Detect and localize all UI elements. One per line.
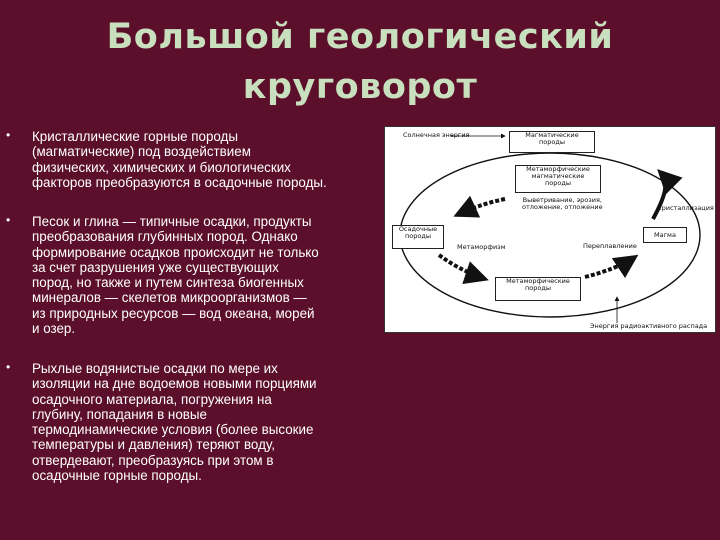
bullet-marker: • — [6, 128, 11, 142]
metamorphism-arrow — [439, 255, 485, 279]
bullet-text-3: Рыхлые водянистые осадки по мере их изоляции на дне водоемов новыми порциями осадочного материала, погружения на глубину, попадания в новые термодинамические условия (более высокие температуры и давления) теряют воду, отвердевают, преобразуясь при этом в осадочные горные породы. — [32, 361, 317, 484]
radioactive-energy-label: Энергия радиоактивного распада — [590, 322, 708, 330]
title-line-2: круговорот — [242, 67, 478, 107]
bullet-marker: • — [6, 360, 11, 374]
rock-cycle-diagram — [384, 126, 716, 333]
solar-energy-label: Солнечная энергия — [403, 131, 470, 139]
metamorphic-rocks-box: Метаморфические породы — [495, 277, 581, 301]
remelting-arrow — [585, 257, 635, 277]
remelting-label: Переплавление — [583, 242, 637, 250]
slide-title — [60, 12, 660, 112]
bullet-marker: • — [6, 213, 11, 227]
metamorphism-label: Метаморфизм — [457, 243, 506, 251]
bullet-text-2: Песок и глина — типичные осадки, продукты преобразования глубинных пород. Однако формирование осадков происходит не только за счет разрушения уже существующих пород, но также и путем синтеза биогенных минералов — скелетов микроорганизмов — из природных ресурсов — вод океана, морей и озер. — [32, 214, 319, 337]
title-line-1: Большой геологический — [106, 17, 614, 57]
crystallization-label: Кристаллизация — [657, 204, 714, 212]
magmatic-rocks-box: Магматические породы — [509, 131, 595, 153]
bullet-text-1: Кристаллические горные породы (магматические) под воздействием физических, химических и биологических факторов преобразуются в осадочные породы. — [32, 129, 327, 190]
metamorphic-magmatic-box: Метаморфические магматические породы — [515, 165, 601, 193]
weathering-label: Выветривание, эрозия, отложение, отложение — [522, 196, 603, 211]
sedimentation-arrow — [457, 199, 505, 215]
sedimentary-rocks-box: Осадочные породы — [392, 225, 444, 249]
magma-box: Магма — [643, 227, 687, 243]
